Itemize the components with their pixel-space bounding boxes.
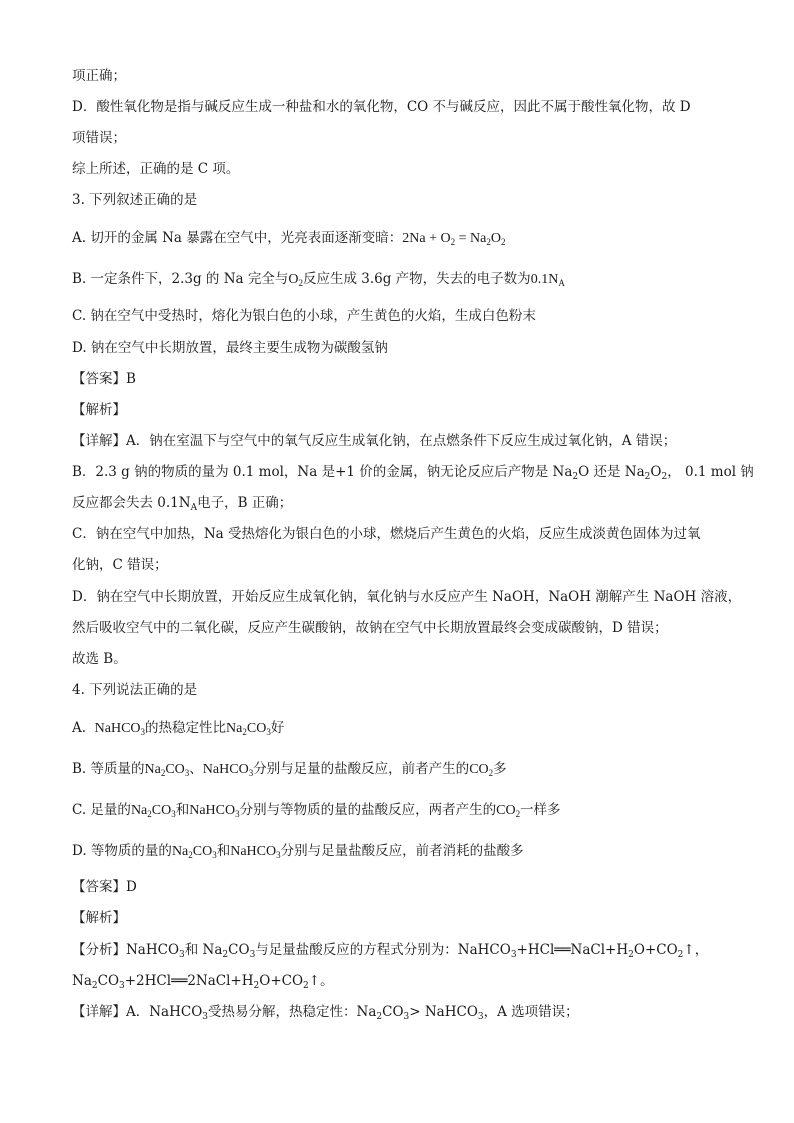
question-3-option-c: C. 钠在空气中受热时，熔化为银白色的小球，产生黄色的火焰，生成白色粉末 bbox=[72, 308, 536, 324]
question-3-option-d: D. 钠在空气中长期放置，最终主要生成物为碳酸氢钠 bbox=[72, 340, 388, 356]
question-3-option-b: B. 一定条件下，2.3g 的 Na 完全与$O_2$反应生成 3.6g 产物，失去的电子数为$0.1N_A$ bbox=[72, 271, 565, 288]
analysis-line: 化钠，C 错误； bbox=[72, 557, 168, 573]
question-3-stem: 3. 下列叙述正确的是 bbox=[72, 192, 198, 208]
question-4-option-c: C. 足量的$Na_2CO_3$和NaHCO$_3$分别与等物质的量的盐酸反应，两者产生的$CO_2$一样多 bbox=[72, 802, 561, 819]
analysis-line: 反应都会失去 $0.1N_A$电子，B 正确； bbox=[72, 495, 293, 513]
question-4-option-b: B. 等质量的$Na_2CO_3$、NaHCO$_3$分别与足量的盐酸反应，前者产生的$CO_2$多 bbox=[72, 761, 507, 778]
analysis-3-heading: 【解析】 bbox=[72, 402, 126, 418]
analysis-line: D．钠在空气中长期放置，开始反应生成氧化钠，氧化钠与水反应产生 NaOH，NaOH 潮解产生 NaOH 溶液， bbox=[72, 589, 742, 605]
analysis-line: 故选 B。 bbox=[72, 651, 127, 667]
analysis-line: C．钠在空气中加热，Na 受热熔化为银白色的小球，燃烧后产生黄色的火焰，反应生成淡黄色固体为过氧 bbox=[72, 526, 701, 542]
question-4-option-d: D. 等物质的量的$Na_2CO_3$和NaHCO$_3$分别与足量盐酸反应，前者消耗的盐酸多 bbox=[72, 843, 524, 860]
question-4-stem: 4. 下列说法正确的是 bbox=[72, 682, 198, 698]
analysis-line: B．2.3 g 钠的物质的量为 0.1 mol，Na 是+1 价的金属，钠无论反应后产物是 $Na_2O$ 还是 $Na_2O_2$， 0.1 mol 钠 bbox=[72, 464, 754, 482]
analysis-line: $Na_2CO_3+2HCl══2NaCl+H_2O+CO_2↑$。 bbox=[72, 973, 334, 991]
answer-3: 【答案】B bbox=[72, 371, 136, 387]
analysis-4-heading: 【解析】 bbox=[72, 910, 126, 926]
analysis-line: 【分析】NaHCO$_3$和 $Na_2CO_3$与足量盐酸反应的方程式分别为：$NaHCO_3+HCl══NaCl+H_2O+CO_2↑$， bbox=[72, 942, 709, 960]
text-line: 项错误； bbox=[72, 130, 126, 146]
text-line: D．酸性氧化物是指与碱反应生成一种盐和水的氧化物，CO 不与碱反应，因此不属于酸性氧化物，故 D bbox=[72, 99, 691, 115]
question-3-option-a: A. 切开的金属 Na 暴露在空气中，光亮表面逐渐变暗：$2Na + O_2 = Na_2O_2$ bbox=[72, 230, 506, 247]
analysis-line: 然后吸收空气中的二氧化碳，反应产生碳酸钠，故钠在空气中长期放置最终会变成碳酸钠，D 错误； bbox=[72, 620, 668, 636]
text-line: 综上所述，正确的是 C 项。 bbox=[72, 161, 240, 177]
text-line: 项正确； bbox=[72, 68, 126, 84]
answer-4: 【答案】D bbox=[72, 879, 137, 895]
analysis-line: 【详解】A．NaHCO$_3$受热易分解，热稳定性：$Na_2CO_3>$ NaHCO$_3$，A 选项错误； bbox=[72, 1004, 579, 1022]
analysis-line: 【详解】A．钠在室温下与空气中的氧气反应生成氧化钠，在点燃条件下反应生成过氧化钠，A 错误； bbox=[72, 433, 677, 449]
question-4-option-a: A. NaHCO$_3$的热稳定性比$Na_2CO_3$好 bbox=[72, 720, 285, 737]
